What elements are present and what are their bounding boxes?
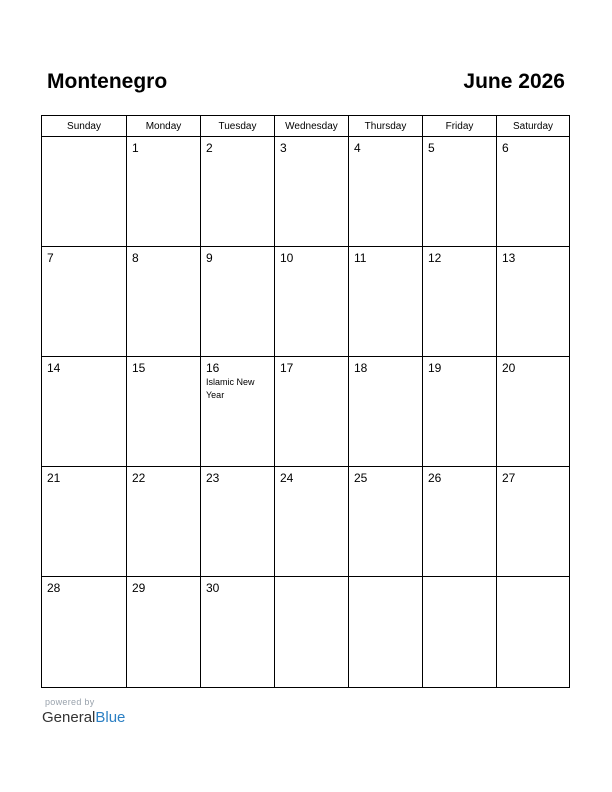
day-number: 24 xyxy=(280,471,294,485)
day-cell xyxy=(201,577,275,687)
day-number: 1 xyxy=(132,141,139,155)
day-cell xyxy=(201,137,275,247)
day-number: 25 xyxy=(354,471,368,485)
day-cell xyxy=(127,137,201,247)
day-number: 5 xyxy=(428,141,435,155)
day-cell xyxy=(127,577,201,687)
weekday-header-friday: Friday xyxy=(423,116,497,136)
day-number: 17 xyxy=(280,361,294,375)
day-number: 28 xyxy=(47,581,61,595)
day-cell xyxy=(275,577,349,687)
day-cell xyxy=(423,357,497,467)
day-cell xyxy=(201,357,275,467)
day-cell xyxy=(423,247,497,357)
day-cell xyxy=(42,467,127,577)
calendar-country-title: Montenegro xyxy=(47,70,168,93)
day-number: 4 xyxy=(354,141,361,155)
logo-text-blue: Blue xyxy=(95,709,126,726)
day-number: 15 xyxy=(132,361,146,375)
day-cell xyxy=(275,137,349,247)
day-cell xyxy=(423,137,497,247)
day-number: 29 xyxy=(132,581,146,595)
day-number: 19 xyxy=(428,361,442,375)
day-cell xyxy=(127,467,201,577)
generalblue-logo xyxy=(42,709,125,726)
day-grid xyxy=(42,137,569,687)
day-cell xyxy=(349,137,423,247)
calendar-month-title: June 2026 xyxy=(463,70,565,93)
holiday-label: Islamic New Year xyxy=(206,377,255,400)
powered-by-label: powered by xyxy=(45,697,95,707)
day-cell xyxy=(497,357,569,467)
weekday-header-thursday: Thursday xyxy=(349,116,423,136)
calendar-table xyxy=(41,115,570,688)
day-number: 6 xyxy=(502,141,509,155)
day-cell xyxy=(127,247,201,357)
day-cell xyxy=(127,357,201,467)
day-cell xyxy=(275,247,349,357)
day-number: 22 xyxy=(132,471,146,485)
day-number: 21 xyxy=(47,471,61,485)
day-number: 26 xyxy=(428,471,442,485)
day-number: 30 xyxy=(206,581,220,595)
day-number: 7 xyxy=(47,251,54,265)
day-cell xyxy=(497,247,569,357)
day-number: 27 xyxy=(502,471,516,485)
day-cell xyxy=(423,577,497,687)
day-number: 18 xyxy=(354,361,368,375)
day-cell xyxy=(349,467,423,577)
day-number: 2 xyxy=(206,141,213,155)
day-number: 14 xyxy=(47,361,61,375)
weekday-header-wednesday: Wednesday xyxy=(275,116,349,136)
day-cell xyxy=(497,467,569,577)
day-cell xyxy=(349,247,423,357)
day-number: 11 xyxy=(354,251,367,265)
day-cell xyxy=(349,357,423,467)
day-cell xyxy=(275,467,349,577)
weekday-header-sunday: Sunday xyxy=(42,116,127,136)
day-number: 16 xyxy=(206,361,220,375)
day-number: 13 xyxy=(502,251,516,265)
day-cell xyxy=(201,467,275,577)
weekday-header-monday: Monday xyxy=(127,116,201,136)
day-cell xyxy=(349,577,423,687)
day-cell xyxy=(497,137,569,247)
weekday-header-saturday: Saturday xyxy=(512,120,554,132)
day-number: 12 xyxy=(428,251,442,265)
day-number: 20 xyxy=(502,361,516,375)
day-number: 3 xyxy=(280,141,287,155)
weekday-header-row xyxy=(42,116,569,137)
day-cell xyxy=(497,577,569,687)
day-number: 23 xyxy=(206,471,220,485)
day-cell xyxy=(423,467,497,577)
day-cell xyxy=(42,357,127,467)
day-cell xyxy=(275,357,349,467)
day-cell xyxy=(201,247,275,357)
day-number: 10 xyxy=(280,251,294,265)
day-cell xyxy=(42,577,127,687)
logo-text-general: General xyxy=(42,709,96,726)
day-cell xyxy=(42,247,127,357)
day-number: 8 xyxy=(132,251,139,265)
day-cell xyxy=(42,137,127,247)
weekday-header-tuesday: Tuesday xyxy=(201,116,275,136)
day-number: 9 xyxy=(206,251,213,265)
